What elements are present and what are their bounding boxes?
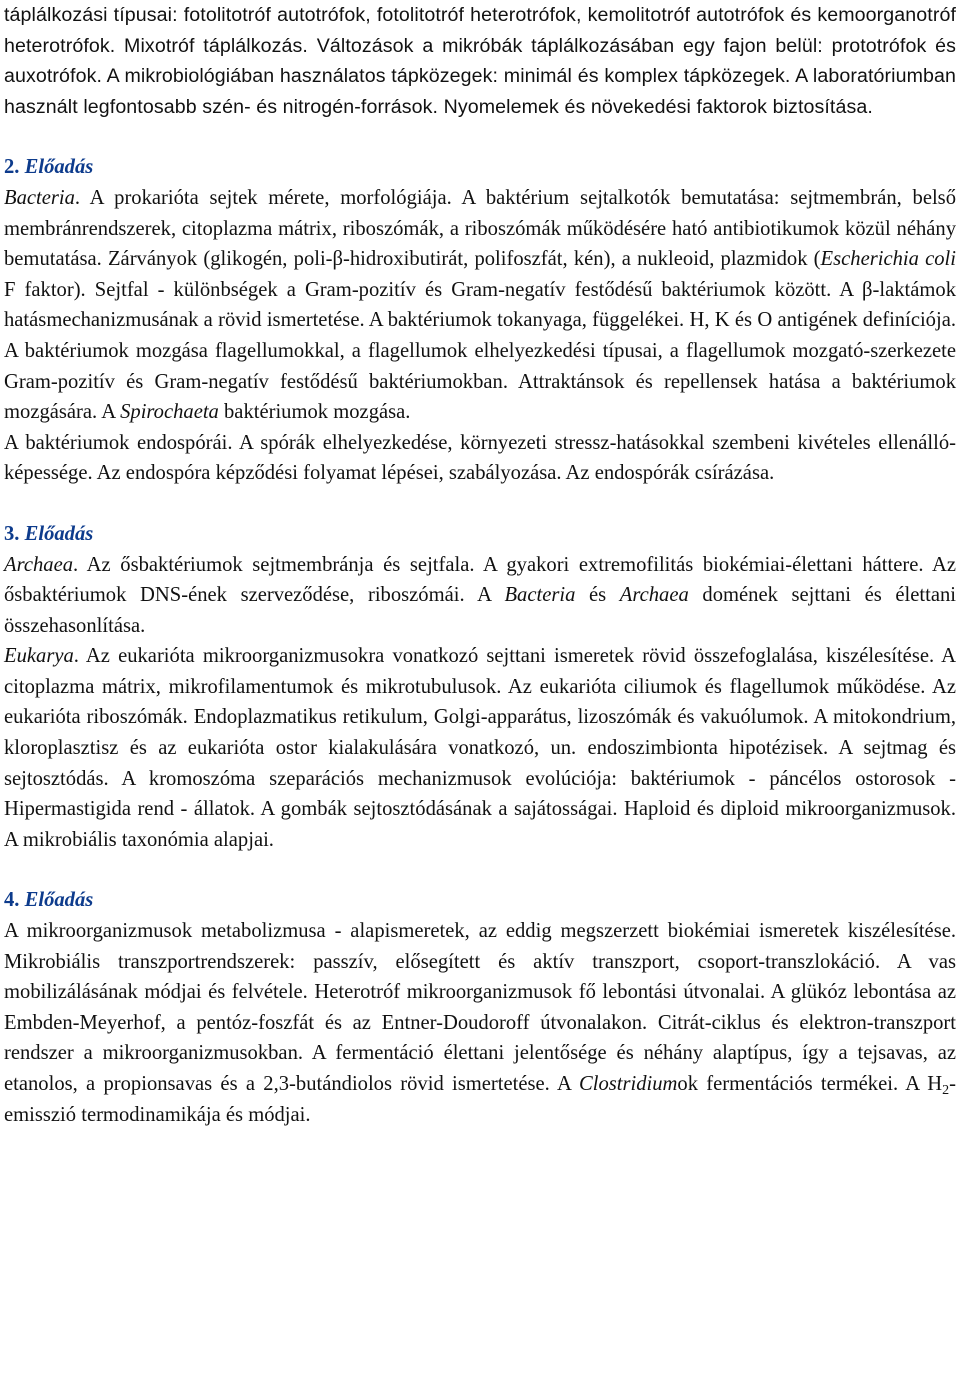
lecture-2-paragraph-1: [4, 183, 956, 428]
lecture-3-text-4: . Az eukarióta mikroorganizmusokra vonatkozó sejttani ismeretek rövid összefoglalása, kiszélesítése. A citoplazma mátrix, mikrofilamentumok és mikrotubulusok. Az eukarióta ciliumok és flagellumok működése. Az eukarióta riboszómák. Endoplazmatikus retikulum, Golgi-apparátus, lizoszómák és vakuólumok. A mitokondrium, kloroplasztisz és az eukarióta ostor kialakulására vonatkozó, un. endoszimbionta hipotézisek. A sejtmag és sejtosztódás. A kromoszóma szeparációs mechanizmusok evolúciója: baktériumok - páncélos ostorosok - Hipermastigida rend - állatok. A gombák sejtosztódásának a sajátosságai. Haploid és diploid mikroorganizmusok. A mikrobiális taxonómia alapjai.: [4, 645, 956, 851]
lecture-3-paragraph-1: [4, 550, 956, 642]
lecture-3-number: 3.: [4, 522, 20, 545]
lecture-2-term-spirochaeta: Spirochaeta: [120, 401, 219, 424]
lecture-3-term-bacteria: Bacteria: [504, 584, 576, 607]
lecture-2-text-1: . A prokarióta sejtek mérete, morfológiája. A baktérium sejtalkotók bemutatása: sejtmembrán, belső membránrendszerek, citoplazma mátrix, riboszómák, a riboszómák működésére ható antibiotikumok közül néhány bemutatása. Zárványok (glikogén, poli-β-hidroxibutirát, polifoszfát, kén), a nukleoid, plazmidok (: [4, 186, 956, 271]
lecture-4-term-clostridium: Clostridium: [578, 1073, 678, 1095]
lecture-3-term-archaea: Archaea: [4, 553, 74, 576]
lecture-2-text-2: F faktor). Sejtfal - különbségek a Gram-pozitív és Gram-negatív festődésű baktériumok között. A β-laktámok hatásmechanizmusának a rövid ismertetése. A baktériumok tokanyaga, függelékei. H, K és O antigének definíciója. A baktériumok mozgása flagellumokkal, a flagellumok elhelyezkedési típusai, a flagellumok mozgató-szerkezete Gram-pozitív és Gram-negatív festődésű baktériumokban. Attraktánsok és repellensek hatása a baktériumok mozgására. A: [4, 278, 956, 424]
lecture-4-text-3: -emisszió termodinamikája és módjai.: [4, 1073, 956, 1126]
lecture-2-heading: [4, 152, 956, 183]
lecture-2-term-ecoli: Escherichia coli: [820, 248, 956, 271]
lecture-4-text-2: ok fermentációs termékei. A H: [677, 1073, 943, 1095]
lecture-3-title: Előadás: [24, 522, 94, 545]
lecture-4-paragraph-1: [4, 916, 956, 1130]
intro-text: táplálkozási típusai: fotolitotróf autotrófok, fotolitotróf heterotrófok, kemolitotróf autotrófok és kemoorganotróf heterotrófok. Mixotróf táplálkozás. Változások a mikróbák táplálkozásában egy fajon belül: prototrófok és auxotrófok. A mikrobiológiában használatos tápközegek: minimál és komplex tápközegek. A laboratóriumban használt legfontosabb szén- és nitrogén-források. Nyomelemek és növekedési faktorok biztosítása.: [4, 4, 956, 118]
lecture-3-text-1: . Az ősbaktériumok sejtmembránja és sejtfala. A gyakori extremofilitás biokémiai-élettani háttere. Az ősbaktériumok DNS-ének szerveződése, riboszómái. A: [4, 553, 956, 607]
lecture-2-term-bacteria: Bacteria: [4, 186, 75, 209]
document-page: [4, 0, 956, 1130]
lecture-3-text-3: domének sejttani és élettani összehasonlítása.: [4, 584, 957, 637]
lecture-2-text-4: A baktériumok endospórái. A spórák elhelyezkedése, környezeti stressz-hatásokkal szembeni kivételes ellenálló-képessége. Az endospóra képződési folyamat lépései, szabályozása. Az endospórák csírázása.: [4, 431, 956, 485]
lecture-3-term-eukarya: Eukarya: [4, 645, 74, 668]
lecture-3-paragraph-2: [4, 641, 956, 855]
lecture-3-text-2: és: [575, 584, 620, 607]
lecture-2-text-3: baktériumok mozgása.: [218, 401, 411, 424]
lecture-4-heading: [4, 885, 956, 916]
lecture-2-number: 2.: [4, 156, 20, 179]
lecture-3-heading: [4, 519, 956, 550]
intro-paragraph: [4, 0, 956, 122]
lecture-4-subscript-2: 2: [942, 1083, 950, 1098]
lecture-4-title: Előadás: [24, 889, 94, 912]
lecture-2-title: Előadás: [24, 156, 94, 179]
lecture-4-text-1: A mikroorganizmusok metabolizmusa - alapismeretek, az eddig megszerzett biokémiai ismeretek kiszélesítése. Mikrobiális transzportrendszerek: passzív, elősegített és aktív transzport, csoport-transzlokáció. A vas mobilizálásának módjai és felvétele. Heterotróf mikroorganizmusok fő lebontási útvonalai. A glükóz lebontása az Embden-Meyerhof, a pentóz-foszfát és az Entner-Doudoroff útvonalakon. Citrát-ciklus és elektron-transzport rendszer a mikroorganizmusokban. A fermentáció élettani jelentősége és néhány alaptípus, így a tejsavas, az etanolos, a propionsavas és a 2,3-butándiolos rövid ismertetése. A: [4, 920, 956, 1095]
lecture-4-number: 4.: [4, 889, 20, 912]
lecture-3-term-archaea-2: Archaea: [619, 584, 689, 607]
lecture-2-paragraph-2: [4, 428, 956, 489]
